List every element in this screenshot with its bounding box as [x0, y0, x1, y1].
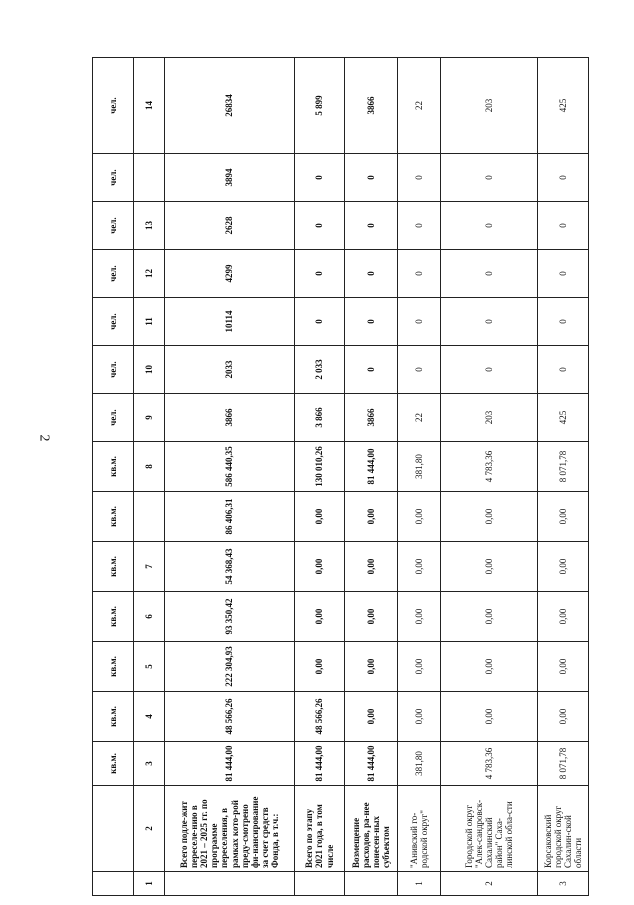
cell-value: 0 — [295, 298, 345, 346]
cell-description: Всего по этапу 2021 года, в том числе — [295, 786, 345, 872]
cell-value: 0,00 — [295, 542, 345, 592]
column-numbers-row — [134, 58, 165, 896]
column-number: 6 — [134, 592, 165, 642]
cell-value: 0,00 — [345, 592, 398, 642]
cell-index — [165, 872, 295, 896]
cell-value: 0 — [441, 250, 538, 298]
cell-value: 586 440,35 — [165, 442, 295, 492]
cell-description: Корсаковский городской округ Сахалин-ской области — [538, 786, 589, 872]
units-cell: кв.м. — [93, 542, 134, 592]
units-cell: кв.м. — [93, 492, 134, 542]
cell-value: 0 — [538, 250, 589, 298]
cell-value: 0 — [295, 154, 345, 202]
cell-value: 0,00 — [441, 692, 538, 742]
cell-value: 2 033 — [295, 346, 345, 394]
cell-value: 2033 — [165, 346, 295, 394]
cell-value: 0 — [345, 202, 398, 250]
column-number: 8 — [134, 442, 165, 492]
cell-value: 0,00 — [398, 492, 441, 542]
cell-value: 203 — [441, 58, 538, 154]
table-row-anivsky — [398, 58, 441, 896]
cell-description: "Анивский го-родской округ" — [398, 786, 441, 872]
cell-value: 0 — [345, 250, 398, 298]
cell-value: 222 304,93 — [165, 642, 295, 692]
cell-value: 425 — [538, 394, 589, 442]
column-number: 9 — [134, 394, 165, 442]
cell-value: 0 — [398, 346, 441, 394]
table-row-total-2021-2025 — [165, 58, 295, 896]
column-number — [134, 154, 165, 202]
cell-value: 0,00 — [398, 642, 441, 692]
cell-value: 0,00 — [441, 492, 538, 542]
cell-value: 381,80 — [398, 742, 441, 786]
cell-value: 5 899 — [295, 58, 345, 154]
cell-value: 0 — [538, 154, 589, 202]
cell-index — [295, 872, 345, 896]
cell-value: 0 — [538, 202, 589, 250]
cell-value: 0,00 — [295, 592, 345, 642]
cell-value: 0,00 — [398, 542, 441, 592]
units-cell: чел. — [93, 298, 134, 346]
cell-value: 3866 — [345, 58, 398, 154]
cell-value: 93 350,42 — [165, 592, 295, 642]
cell-value: 0,00 — [441, 592, 538, 642]
cell-value: 81 444,00 — [345, 442, 398, 492]
cell-value: 0,00 — [538, 542, 589, 592]
units-cell — [93, 786, 134, 872]
column-number: 5 — [134, 642, 165, 692]
column-number: 10 — [134, 346, 165, 394]
cell-value: 0 — [295, 250, 345, 298]
cell-value: 26834 — [165, 58, 295, 154]
table-row-compensation — [345, 58, 398, 896]
cell-value: 0 — [441, 202, 538, 250]
cell-value: 0,00 — [538, 692, 589, 742]
cell-value: 8 071,78 — [538, 442, 589, 492]
column-number: 13 — [134, 202, 165, 250]
cell-index — [345, 872, 398, 896]
cell-value: 22 — [398, 394, 441, 442]
cell-value: 48 566,26 — [165, 692, 295, 742]
cell-value: 0,00 — [538, 592, 589, 642]
cell-index: 3 — [538, 872, 589, 896]
cell-value: 0,00 — [345, 542, 398, 592]
column-number: 4 — [134, 692, 165, 742]
resettlement-table — [92, 57, 589, 896]
cell-value: 381,80 — [398, 442, 441, 492]
cell-value: 0,00 — [345, 642, 398, 692]
table-container — [92, 58, 584, 896]
cell-value: 0 — [398, 154, 441, 202]
column-number: 2 — [134, 786, 165, 872]
cell-value: 0 — [441, 346, 538, 394]
cell-value: 0 — [538, 346, 589, 394]
column-number — [134, 492, 165, 542]
cell-value: 3894 — [165, 154, 295, 202]
cell-value: 3866 — [345, 394, 398, 442]
cell-description: Возмещение расходов, ра-нее понесен-ных субъектом — [345, 786, 398, 872]
cell-value: 0,00 — [345, 692, 398, 742]
cell-value: 10114 — [165, 298, 295, 346]
column-number: 3 — [134, 742, 165, 786]
cell-value: 54 368,43 — [165, 542, 295, 592]
cell-value: 0,00 — [345, 492, 398, 542]
cell-value: 81 444,00 — [165, 742, 295, 786]
cell-value: 0 — [398, 298, 441, 346]
units-cell: кв.м. — [93, 742, 134, 786]
cell-value: 130 010,26 — [295, 442, 345, 492]
units-cell — [93, 872, 134, 896]
column-number: 14 — [134, 58, 165, 154]
cell-value: 425 — [538, 58, 589, 154]
units-cell: кв.м. — [93, 692, 134, 742]
cell-value: 203 — [441, 394, 538, 442]
cell-value: 0 — [441, 154, 538, 202]
cell-value: 81 444,00 — [345, 742, 398, 786]
cell-value: 0,00 — [538, 492, 589, 542]
cell-value: 0,00 — [441, 542, 538, 592]
cell-value: 0 — [538, 298, 589, 346]
table-row-stage-2021 — [295, 58, 345, 896]
cell-value: 4299 — [165, 250, 295, 298]
cell-index: 1 — [398, 872, 441, 896]
cell-value: 22 — [398, 58, 441, 154]
cell-value: 0,00 — [398, 592, 441, 642]
cell-value: 48 566,26 — [295, 692, 345, 742]
cell-value: 4 783,36 — [441, 742, 538, 786]
cell-value: 0,00 — [295, 492, 345, 542]
units-cell: чел. — [93, 202, 134, 250]
units-cell: чел. — [93, 394, 134, 442]
cell-value: 4 783,36 — [441, 442, 538, 492]
units-cell: чел. — [93, 154, 134, 202]
table-row-aleksandrovsk — [441, 58, 538, 896]
column-number: 11 — [134, 298, 165, 346]
cell-value: 2628 — [165, 202, 295, 250]
units-cell: кв.м. — [93, 592, 134, 642]
column-number: 7 — [134, 542, 165, 592]
cell-description: Всего подле-жит переселе-нию в 2021 – 2025 гг. по программе переселения, в рамках кото-рой преду-смотрено фи-нансирование за счет средств Фонда, в т.ч.: — [165, 786, 295, 872]
cell-value: 86 406,31 — [165, 492, 295, 542]
cell-description: Городской округ "Алек-сандровск-Сахалинский район" Саха-линской обла-сти — [441, 786, 538, 872]
cell-value: 81 444,00 — [295, 742, 345, 786]
cell-value: 0 — [345, 346, 398, 394]
units-cell: кв.м. — [93, 642, 134, 692]
page-number: 2 — [36, 434, 52, 442]
units-cell: чел. — [93, 250, 134, 298]
cell-value: 0 — [398, 250, 441, 298]
column-number: 12 — [134, 250, 165, 298]
cell-value: 0 — [295, 202, 345, 250]
units-cell: кв.м. — [93, 442, 134, 492]
cell-value: 0 — [345, 298, 398, 346]
cell-value: 0,00 — [441, 642, 538, 692]
units-cell: чел. — [93, 346, 134, 394]
cell-value: 0 — [398, 202, 441, 250]
cell-value: 8 071,78 — [538, 742, 589, 786]
units-row — [93, 58, 134, 896]
cell-value: 0 — [441, 298, 538, 346]
column-number: 1 — [134, 872, 165, 896]
cell-value: 0,00 — [538, 642, 589, 692]
table-row-korsakovsky — [538, 58, 589, 896]
cell-value: 3 866 — [295, 394, 345, 442]
cell-value: 0,00 — [398, 692, 441, 742]
cell-index: 2 — [441, 872, 538, 896]
cell-value: 0,00 — [295, 642, 345, 692]
units-cell: чел. — [93, 58, 134, 154]
cell-value: 3866 — [165, 394, 295, 442]
cell-value: 0 — [345, 154, 398, 202]
